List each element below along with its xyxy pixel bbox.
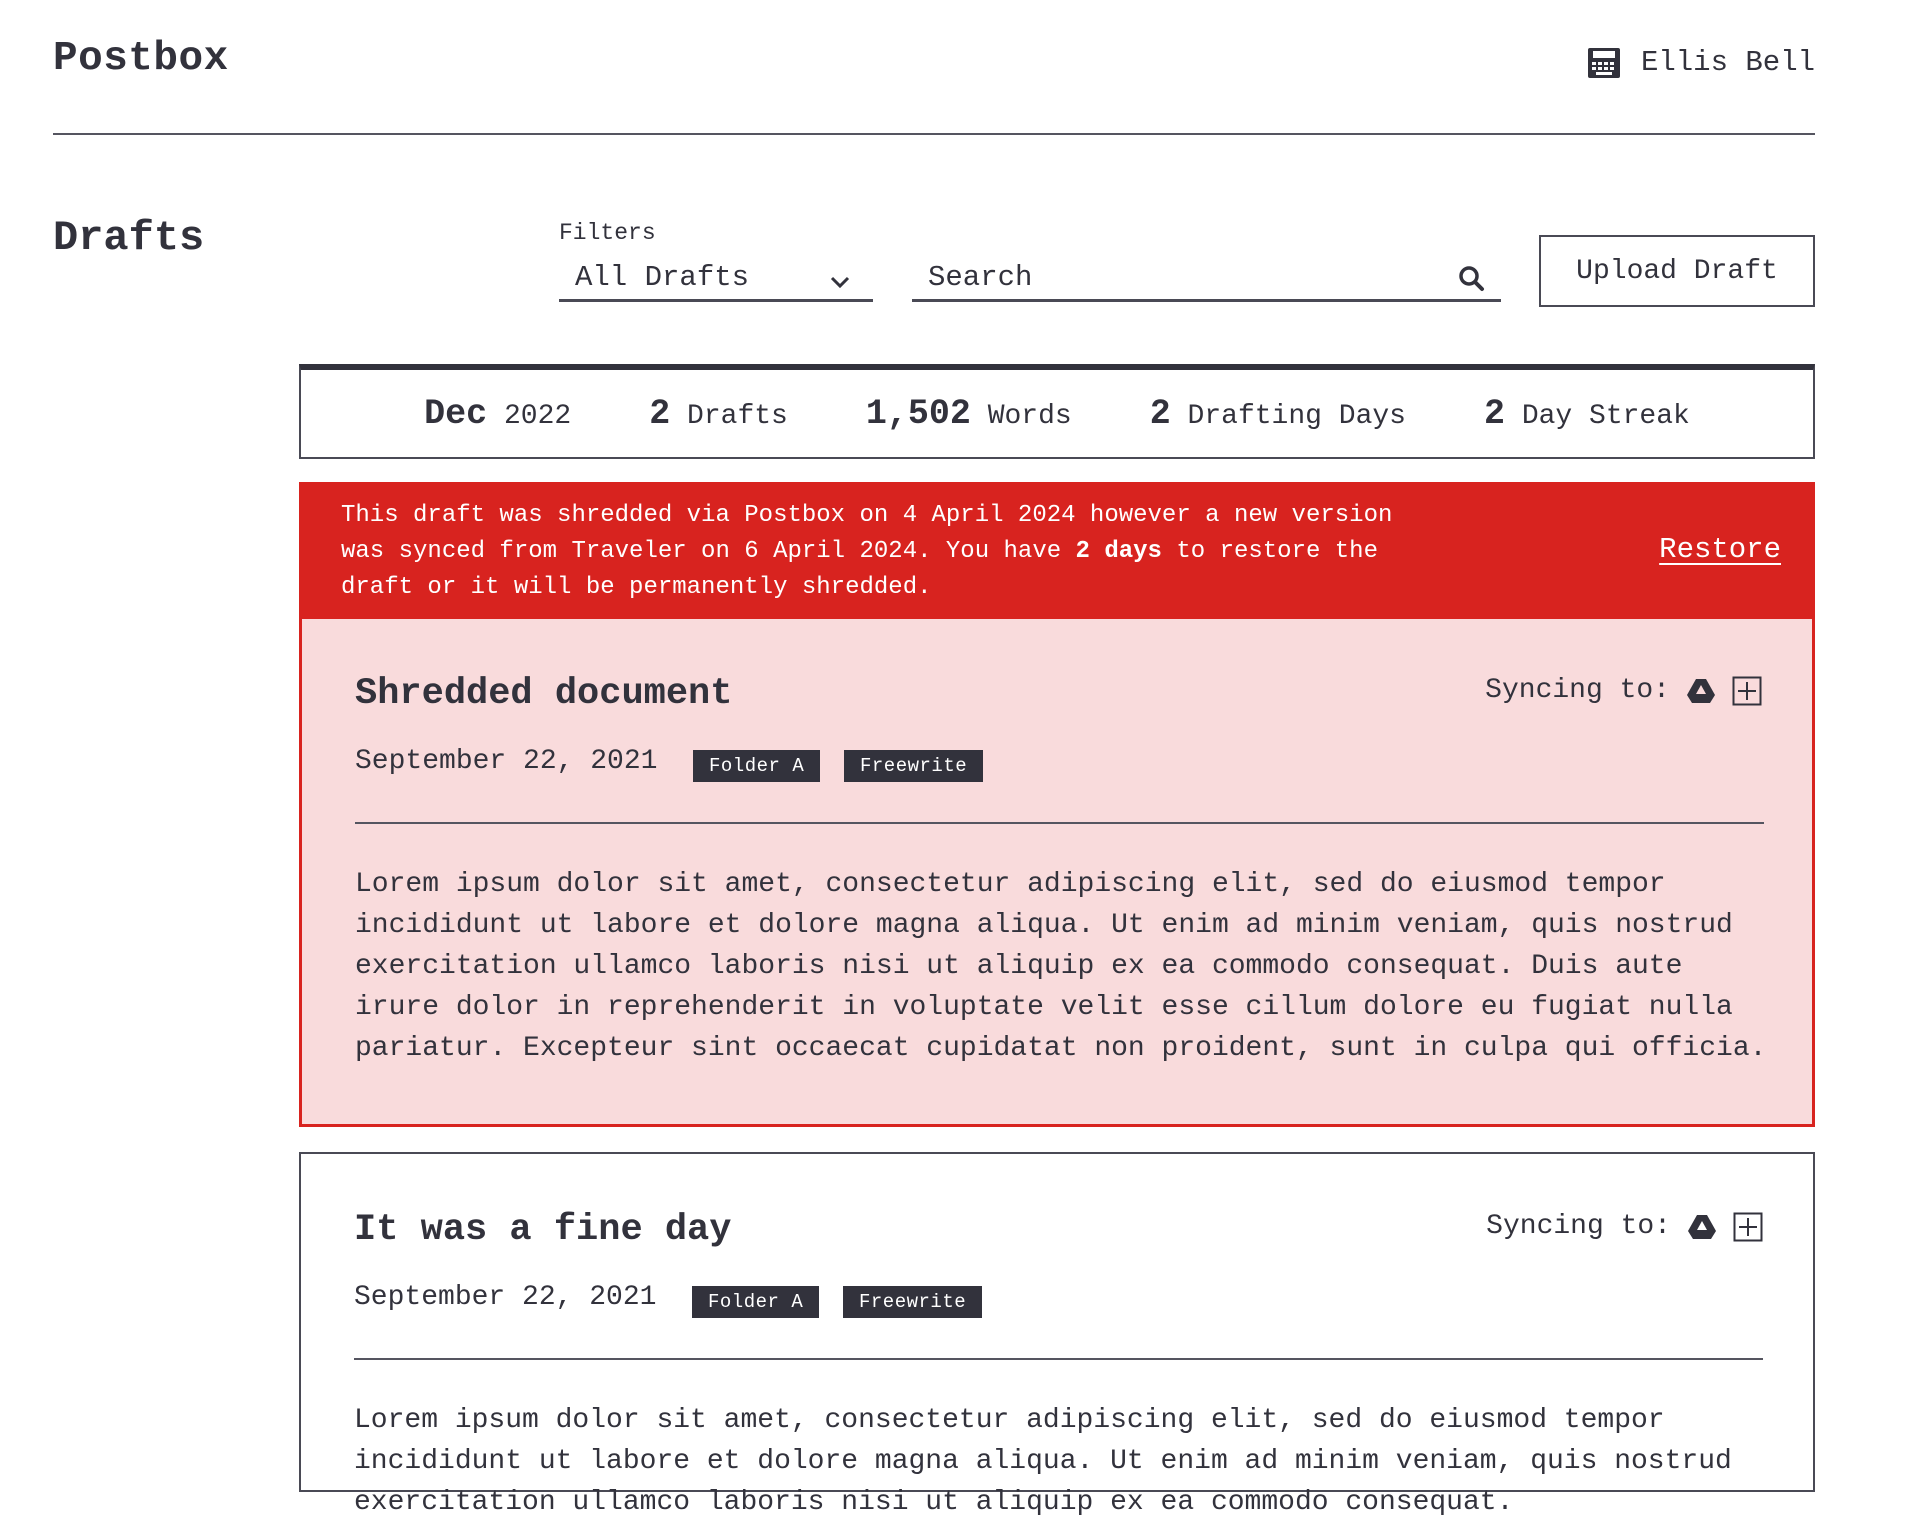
draft-excerpt: Lorem ipsum dolor sit amet, consectetur adipiscing elit, sed do eiusmod tempor incididunt ut labore et dolore magna aliqua. Ut enim ad minim veniam, quis nostrud exercitation ullamco laboris nisi ut aliquip ex ea commodo consequat. Duis aute irure dolor in reprehenderit in voluptate velit esse cillum dolore eu fugiat nulla pariatur. Excepteur sint occaecat cupidatat non proident, sunt in culpa qui officia.	[355, 869, 1767, 1064]
sync-label: Syncing to:	[1485, 675, 1670, 706]
stat-drafting-days: 2 Drafting Days	[1149, 393, 1406, 434]
search-field[interactable]	[912, 256, 1501, 302]
stat-drafts: 2 Drafts	[649, 393, 788, 434]
draft-excerpt: Lorem ipsum dolor sit amet, consectetur adipiscing elit, sed do eiusmod tempor incididunt ut labore et dolore magna aliqua. Ut enim ad minim veniam, quis nostrud exercitation ullamco laboris nisi ut aliquip ex ea commodo consequat.	[354, 1405, 1732, 1518]
draft-card[interactable]	[299, 1152, 1815, 1518]
user-name: Ellis Bell	[1640, 46, 1815, 79]
google-drive-icon	[1687, 1214, 1717, 1240]
tag-folder[interactable]: Folder A	[693, 750, 820, 782]
sync-status	[1485, 675, 1762, 706]
draft-title[interactable]: Shredded document	[355, 673, 733, 715]
stat-streak: 2 Day Streak	[1483, 393, 1690, 434]
header-divider	[53, 133, 1815, 135]
card-divider	[354, 1358, 1763, 1360]
upload-draft-button[interactable]: Upload Draft	[1539, 235, 1815, 307]
stat-words: 1,502 Words	[865, 393, 1072, 434]
app-title: Postbox	[53, 36, 229, 82]
alert-message: This draft was shredded via Postbox on 4 April 2024 however a new version was synced from Traveler on 6 April 2024. You have 2 days to restore the draft or it will be permanently shredded.	[341, 502, 1393, 601]
draft-card[interactable]	[299, 619, 1815, 1127]
filter-select[interactable]	[559, 256, 873, 302]
user-menu[interactable]	[1587, 46, 1815, 79]
card-divider	[355, 822, 1764, 824]
filters-label: Filters	[559, 220, 656, 246]
typewriter-icon	[1587, 47, 1621, 79]
plus-box-icon[interactable]	[1732, 676, 1762, 706]
search-icon[interactable]	[1457, 264, 1485, 292]
tag-folder[interactable]: Folder A	[692, 1286, 819, 1318]
draft-title[interactable]: It was a fine day	[354, 1209, 732, 1251]
draft-date: September 22, 2021	[355, 746, 658, 777]
draft-date: September 22, 2021	[354, 1282, 657, 1313]
tag-app[interactable]: Freewrite	[843, 1286, 982, 1318]
tag-app[interactable]: Freewrite	[844, 750, 983, 782]
sync-label: Syncing to:	[1486, 1211, 1671, 1242]
search-input[interactable]	[912, 260, 1410, 295]
filter-select-value: All Drafts	[575, 261, 750, 294]
google-drive-icon	[1686, 678, 1716, 704]
restore-link[interactable]: Restore	[1659, 533, 1781, 566]
sync-status	[1486, 1211, 1763, 1242]
shredded-alert	[299, 482, 1815, 619]
chevron-down-icon	[827, 269, 853, 295]
stat-period: Dec 2022	[424, 393, 572, 434]
page-title: Drafts	[53, 214, 205, 262]
stats-bar	[299, 364, 1815, 459]
plus-box-icon[interactable]	[1733, 1212, 1763, 1242]
